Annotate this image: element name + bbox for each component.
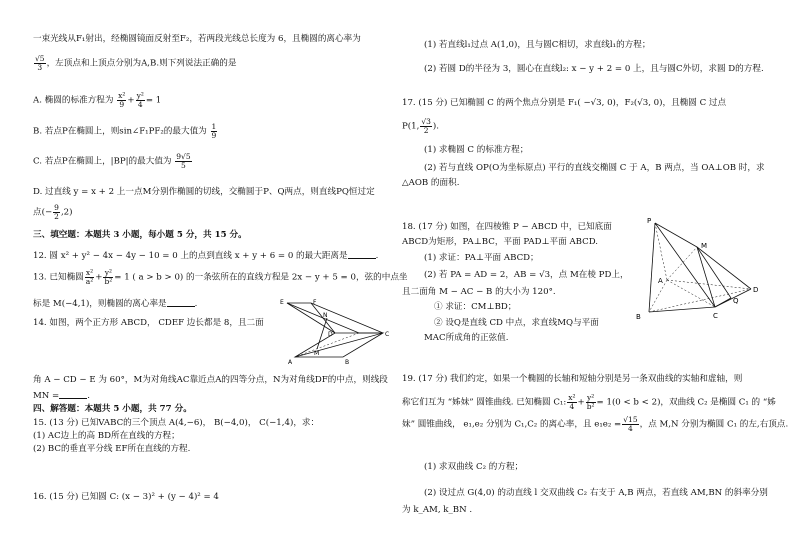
option-b: B. 若点P在椭圆上，则sin∠F₁PF₂的最大值为 $\frac{1}{9}$ [33, 122, 217, 140]
eccentricity-fraction: $\frac{√5}{3}$ [35, 54, 45, 72]
q19-part1: (1) 求双曲线 C₂ 的方程； [424, 462, 524, 472]
q14-line2: 角 A − CD − E 为 60°，M为对角线AC靠近点A的四等分点，N为对角线DF的中点，则线段 [33, 375, 388, 385]
q16-part1: (1) 若直线l₁过点 A(1,0)，且与圆C相切，求直线l₁的方程； [424, 40, 651, 50]
q11-text-line1: 一束光线从F₁射出，经椭圆镜面反射至F₂，若两段光线总长度为 6，且椭圆的离心率为 [33, 34, 361, 44]
left-column [33, 0, 408, 560]
q13-answer-blank [167, 298, 195, 307]
option-c: C. 若点P在椭圆上，|BP|的最大值为 $\frac{9√5}{5}$ [33, 152, 191, 170]
q18-figure [627, 215, 767, 325]
label-q: Q [733, 297, 739, 305]
q17-line1: 17. (15 分) 已知椭圆 C 的两个焦点分别是 F₁( −√3, 0)，F₂(√3, 0)，且椭圆 C 过点 [402, 98, 727, 108]
q18-part2-ii-cont: MAC所成角的正弦值. [424, 333, 509, 343]
q14-line3: MN = . [33, 391, 90, 401]
label-d: D [328, 331, 333, 338]
q19-part2: (2) 设过点 G(4,0) 的动直线 l 交双曲线 C₂ 右支于 A,B 两点，若直线 AM,BN 的斜率分别 [424, 488, 768, 498]
q16-part2: (2) 若圆 D的半径为 3，圆心在直线l₂: x − y + 2 = 0 上，且与圆C外切，求圆 D的方程. [424, 64, 764, 74]
q18-line1: 18. (17 分) 如图，在四棱锥 P − ABCD 中，已知底面 [402, 222, 612, 232]
label-c: C [385, 331, 390, 338]
q17-part2-cont: △AOB 的面积. [402, 178, 460, 188]
label-a: A [288, 359, 293, 365]
label-e: E [280, 299, 284, 306]
q13-line2: 标是 M(−4,1)，则椭圆的离心率是 . [33, 299, 198, 309]
q17-part1: (1) 求椭圆 C 的标准方程； [424, 145, 529, 155]
q18-part2: (2) 若 PA = AD = 2，AB = √3，点 M在棱 PD上， [424, 270, 629, 280]
q14-figure [273, 295, 398, 365]
q18-part1: (1) 求证：PA⊥平面 ABCD； [424, 253, 539, 263]
q12: 12. 圆 x² + y² − 4x − 4y − 10 = 0 上的点到直线 x + y + 6 = 0 的最大距离是 . [33, 251, 379, 261]
label-d: D [753, 286, 759, 294]
label-p: P [647, 217, 652, 225]
q18-part2-cont: 且二面角 M − AC − B 的大小为 120°. [402, 287, 556, 297]
option-a: A. 椭圆的标准方程为 $\frac{\text{x²}}{9}$ + $\frac{\text{y²}}{4}$ = 1 [33, 91, 162, 109]
label-m: M [314, 350, 320, 357]
section-4-heading: 四、解答题：本题共 5 小题，共 77 分。 [33, 404, 192, 414]
q18-part2-ii: ② 设Q是直线 CD 中点，求直线MQ与平面 [434, 318, 599, 328]
label-m: M [701, 242, 708, 250]
q19-part2-cont: 为 k_AM, k_BN . [402, 505, 473, 515]
q15-line3: (2) BC的垂直平分线 EF所在直线的方程. [33, 444, 191, 454]
label-a: A [658, 277, 663, 285]
q15-line2: (1) AC边上的高 BD所在直线的方程； [33, 431, 180, 441]
label-b: B [345, 359, 350, 365]
q19-line2: 称它们互为 “姊妹” 圆锥曲线. 已知椭圆 C₁: $\frac{\text{x²}}{4}$ + $\frac{\text{y²}}{\text{b²}}$ = 1(0 < b < 2)，双曲线 C₂ 是椭圆 C₁ 的 “姊 [402, 393, 776, 411]
option-d-line1: D. 过直线 y = x + 2 上一点M分别作椭圆的切线，交椭圆于P、Q两点，则直线PQ恒过定 [33, 187, 375, 197]
q16-stem: 16. (15 分) 已知圆 C: (x − 3)² + (y − 4)² = 4 [33, 492, 219, 502]
option-d-line2: 点(− $\frac{9}{2}$ ,2) [33, 203, 73, 221]
q19-line3: 妹” 圆锥曲线， e₁,e₂ 分别为 C₁,C₂ 的离心率，且 e₁e₂ = $\frac{√15}{4}$ ，点 M,N 分别为椭圆 C₁ 的左,右顶点. [402, 415, 789, 433]
q15-line1: 15. (13 分) 已知VABC的三个顶点 A(4,−6)， B(−4,0)， C(−1,4)，求： [33, 418, 320, 428]
q13-line1: 13. 已知椭圆 $\frac{\text{x²}}{\text{a²}}$ + $\frac{\text{y²}}{\text{b²}}$ = 1 ( a > b > 0) 的一条弦所在的直线方程是 2x − y + 5 = 0，弦的中点坐 [33, 268, 408, 286]
q11-text-line2: $\frac{√5}{3}$ ，左顶点和上顶点分别为A,B.则下列说法正确的是 [35, 54, 237, 72]
q12-answer-blank [348, 250, 376, 259]
q19-line1: 19. (17 分) 我们约定，如果一个椭圆的长轴和短轴分别是另一条双曲线的实轴和虚轴，则 [402, 374, 743, 384]
q14-answer-blank [59, 390, 87, 399]
q18-part2-i: ① 求证：CM⊥BD； [434, 302, 517, 312]
q17-part2: (2) 若与直线 OP(O为坐标原点) 平行的直线交椭圆 C 于 A，B 两点，当 OA⊥OB 时，求 [424, 163, 765, 173]
q18-line2: ABCD为矩形，PA⊥BC，平面 PAD⊥平面 ABCD. [402, 237, 599, 247]
q14-line1: 14. 如图，两个正方形 ABCD， CDEF 边长都是 8，且二面 [33, 318, 264, 328]
label-b: B [636, 313, 641, 321]
label-n: N [323, 312, 328, 319]
label-f: F [313, 299, 317, 306]
label-c: C [713, 312, 718, 320]
right-column [402, 0, 789, 560]
q17-line2: P(1, $\frac{√3}{2}$ ). [402, 117, 439, 135]
section-3-heading: 三、填空题：本题共 3 小题，每小题 5 分，共 15 分。 [33, 230, 247, 240]
